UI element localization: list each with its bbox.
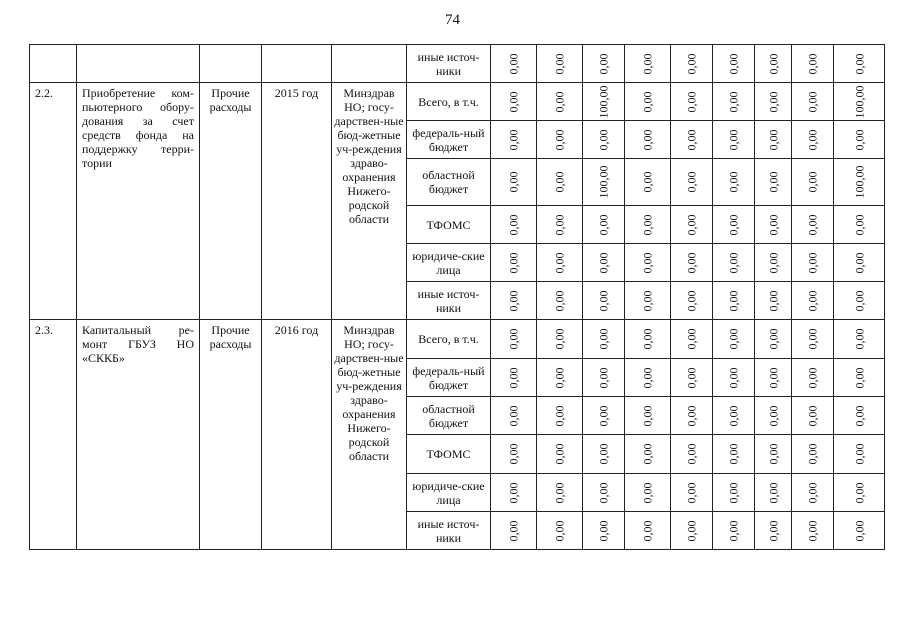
table-row [30, 83, 885, 121]
amount-cell [583, 320, 625, 359]
funding-source: иные источ-ники [407, 512, 491, 550]
amount-value: 0,00 [766, 443, 780, 465]
amount-value: 0,00 [805, 171, 820, 193]
item-number: 2.2. [30, 83, 77, 320]
amount-cell [792, 45, 834, 83]
amount-cell [537, 244, 583, 282]
amount-value: 0,00 [726, 214, 741, 235]
amount-value: 0,00 [766, 214, 780, 235]
amount-cell [792, 474, 834, 512]
amount-value: 0,00 [766, 129, 780, 150]
amount-value: 0,00 [506, 405, 521, 426]
expense-type: Прочие расходы [200, 83, 262, 320]
amount-value: 0,00 [506, 290, 521, 311]
funding-source: областной бюджет [407, 159, 491, 206]
item-number: 2.3. [30, 320, 77, 550]
amount-cell [792, 512, 834, 550]
amount-value: 0,00 [805, 443, 820, 465]
amount-value: 0,00 [766, 405, 780, 426]
amount-value: 0,00 [726, 405, 741, 426]
amount-value: 0,00 [596, 482, 611, 503]
amount-cell [792, 320, 834, 359]
amount-cell [834, 359, 885, 397]
amount-cell [491, 282, 537, 320]
amount-cell [834, 244, 885, 282]
amount-value: 0,00 [506, 520, 521, 541]
amount-value: 0,00 [506, 328, 521, 350]
amount-value: 0,00 [640, 129, 655, 150]
amount-cell [713, 282, 755, 320]
amount-value: 0,00 [684, 171, 699, 193]
amount-cell [755, 206, 792, 244]
amount-cell [755, 282, 792, 320]
funding-source: Всего, в т.ч. [407, 83, 491, 121]
amount-value: 0,00 [726, 252, 741, 273]
amount-cell [755, 83, 792, 121]
item-name: Капитальный ре-монт ГБУЗ НО «СККБ» [77, 320, 200, 550]
amount-cell [671, 359, 713, 397]
amount-cell [491, 320, 537, 359]
amount-cell [491, 474, 537, 512]
amount-cell [583, 282, 625, 320]
amount-value: 0,00 [640, 405, 655, 426]
funding-source: областной бюджет [407, 397, 491, 435]
amount-cell [537, 45, 583, 83]
amount-value: 0,00 [726, 53, 741, 74]
amount-cell [755, 159, 792, 206]
amount-cell [583, 121, 625, 159]
amount-value: 0,00 [506, 367, 521, 388]
amount-cell [713, 244, 755, 282]
amount-cell [713, 359, 755, 397]
amount-value: 0,00 [640, 171, 655, 193]
amount-value: 0,00 [506, 91, 521, 112]
empty-cell [200, 45, 262, 83]
funding-source: ТФОМС [407, 206, 491, 244]
amount-cell [834, 512, 885, 550]
amount-cell [671, 244, 713, 282]
amount-cell [713, 159, 755, 206]
amount-cell [834, 45, 885, 83]
amount-value: 0,00 [506, 443, 521, 465]
amount-cell [491, 244, 537, 282]
amount-cell [583, 206, 625, 244]
amount-cell [671, 121, 713, 159]
amount-cell [491, 45, 537, 83]
amount-cell [537, 159, 583, 206]
amount-value: 0,00 [726, 367, 741, 388]
amount-value: 0,00 [684, 328, 699, 350]
amount-cell [583, 512, 625, 550]
amount-value: 0,00 [552, 252, 567, 273]
item-executor: Минздрав НО; госу-дарствен-ные бюд-жетные уч-реждения здраво-охранения Нижего-родской области [332, 320, 407, 550]
amount-value: 0,00 [852, 252, 866, 273]
amount-cell [755, 121, 792, 159]
amount-value: 0,00 [852, 129, 866, 150]
amount-value: 0,00 [684, 252, 699, 273]
amount-cell [792, 244, 834, 282]
amount-cell [713, 206, 755, 244]
amount-value: 0,00 [552, 91, 567, 112]
amount-value: 0,00 [552, 214, 567, 235]
amount-cell [671, 206, 713, 244]
amount-value: 100,00 [852, 85, 866, 118]
empty-cell [262, 45, 332, 83]
amount-cell [537, 359, 583, 397]
amount-value: 0,00 [596, 129, 611, 150]
amount-cell [755, 320, 792, 359]
amount-value: 0,00 [805, 252, 820, 273]
amount-value: 0,00 [726, 171, 741, 193]
amount-value: 0,00 [596, 328, 611, 350]
amount-cell [625, 159, 671, 206]
amount-cell [491, 83, 537, 121]
amount-value: 0,00 [640, 290, 655, 311]
amount-value: 0,00 [726, 443, 741, 465]
amount-value: 0,00 [506, 129, 521, 150]
amount-cell [713, 121, 755, 159]
table-body [30, 45, 885, 550]
amount-cell [755, 512, 792, 550]
amount-cell [583, 397, 625, 435]
amount-value: 0,00 [805, 328, 820, 350]
amount-cell [625, 206, 671, 244]
amount-cell [834, 159, 885, 206]
amount-cell [625, 320, 671, 359]
amount-value: 0,00 [596, 214, 611, 235]
amount-value: 0,00 [805, 214, 820, 235]
amount-cell [755, 45, 792, 83]
amount-cell [713, 397, 755, 435]
amount-cell [583, 435, 625, 474]
amount-cell [671, 320, 713, 359]
amount-cell [671, 45, 713, 83]
budget-table [29, 44, 885, 550]
amount-value: 0,00 [506, 214, 521, 235]
amount-cell [491, 159, 537, 206]
funding-source: федераль-ный бюджет [407, 359, 491, 397]
amount-value: 0,00 [596, 53, 611, 74]
amount-value: 100,00 [852, 165, 866, 199]
amount-cell [671, 512, 713, 550]
amount-value: 0,00 [805, 290, 820, 311]
amount-value: 0,00 [640, 520, 655, 541]
amount-cell [671, 83, 713, 121]
empty-cell [77, 45, 200, 83]
amount-cell [792, 121, 834, 159]
amount-cell [491, 397, 537, 435]
amount-value: 0,00 [852, 328, 866, 350]
amount-cell [834, 320, 885, 359]
amount-value: 0,00 [805, 129, 820, 150]
amount-value: 0,00 [805, 91, 820, 112]
funding-source: юридиче-ские лица [407, 244, 491, 282]
amount-value: 0,00 [552, 443, 567, 465]
amount-value: 0,00 [766, 91, 780, 112]
amount-cell [755, 397, 792, 435]
amount-cell [834, 282, 885, 320]
amount-value: 0,00 [852, 214, 866, 235]
amount-value: 0,00 [766, 328, 780, 350]
amount-value: 0,00 [640, 443, 655, 465]
amount-value: 0,00 [640, 252, 655, 273]
amount-cell [792, 206, 834, 244]
amount-cell [537, 435, 583, 474]
amount-cell [755, 359, 792, 397]
amount-value: 0,00 [684, 405, 699, 426]
amount-cell [583, 244, 625, 282]
amount-value: 0,00 [852, 405, 866, 426]
amount-value: 0,00 [852, 482, 866, 503]
funding-source: ТФОМС [407, 435, 491, 474]
amount-cell [834, 435, 885, 474]
amount-cell [537, 397, 583, 435]
amount-cell [583, 359, 625, 397]
amount-value: 0,00 [640, 482, 655, 503]
amount-value: 0,00 [596, 252, 611, 273]
amount-cell [792, 159, 834, 206]
amount-value: 0,00 [805, 367, 820, 388]
amount-cell [491, 512, 537, 550]
amount-value: 0,00 [766, 367, 780, 388]
amount-cell [792, 83, 834, 121]
amount-value: 0,00 [552, 290, 567, 311]
amount-value: 0,00 [684, 214, 699, 235]
amount-value: 0,00 [852, 520, 866, 541]
amount-value: 0,00 [684, 129, 699, 150]
item-executor: Минздрав НО; госу-дарствен-ные бюд-жетные уч-реждения здраво-охранения Нижего-родской области [332, 83, 407, 320]
amount-value: 0,00 [766, 290, 780, 311]
amount-value: 0,00 [506, 171, 521, 193]
amount-value: 0,00 [766, 252, 780, 273]
amount-value: 0,00 [684, 520, 699, 541]
amount-value: 0,00 [852, 290, 866, 311]
amount-value: 0,00 [640, 91, 655, 112]
funding-source: юридиче-ские лица [407, 474, 491, 512]
amount-cell [671, 397, 713, 435]
amount-cell [491, 359, 537, 397]
amount-cell [583, 83, 625, 121]
amount-value: 0,00 [506, 252, 521, 273]
amount-value: 0,00 [852, 443, 866, 465]
amount-value: 0,00 [552, 129, 567, 150]
amount-value: 0,00 [805, 520, 820, 541]
amount-value: 0,00 [684, 290, 699, 311]
amount-value: 0,00 [596, 290, 611, 311]
amount-value: 0,00 [552, 367, 567, 388]
amount-cell [625, 435, 671, 474]
amount-cell [583, 159, 625, 206]
amount-value: 0,00 [766, 520, 780, 541]
amount-cell [671, 474, 713, 512]
amount-cell [537, 206, 583, 244]
amount-cell [625, 474, 671, 512]
amount-value: 0,00 [506, 53, 521, 74]
amount-cell [491, 206, 537, 244]
amount-value: 0,00 [766, 171, 780, 193]
amount-cell [792, 435, 834, 474]
amount-cell [713, 512, 755, 550]
amount-cell [713, 45, 755, 83]
amount-value: 0,00 [684, 367, 699, 388]
amount-cell [713, 320, 755, 359]
amount-value: 0,00 [684, 53, 699, 74]
amount-cell [491, 121, 537, 159]
amount-value: 0,00 [852, 367, 866, 388]
amount-value: 0,00 [726, 290, 741, 311]
amount-value: 0,00 [726, 520, 741, 541]
amount-cell [625, 359, 671, 397]
amount-cell [834, 83, 885, 121]
amount-cell [671, 159, 713, 206]
amount-value: 0,00 [766, 482, 780, 503]
amount-value: 0,00 [684, 443, 699, 465]
amount-cell [625, 397, 671, 435]
amount-cell [625, 45, 671, 83]
amount-cell [834, 474, 885, 512]
amount-cell [537, 474, 583, 512]
item-name: Приобретение ком-пьютерного обору-дования за счет средств фонда на поддержку терри-тории [77, 83, 200, 320]
amount-value: 0,00 [726, 482, 741, 503]
amount-cell [834, 397, 885, 435]
amount-value: 0,00 [596, 405, 611, 426]
amount-value: 0,00 [596, 367, 611, 388]
amount-value: 0,00 [684, 482, 699, 503]
amount-cell [834, 121, 885, 159]
amount-value: 0,00 [766, 53, 780, 74]
amount-cell [792, 282, 834, 320]
table-row [30, 320, 885, 359]
amount-cell [713, 83, 755, 121]
amount-cell [671, 282, 713, 320]
amount-cell [834, 206, 885, 244]
amount-value: 0,00 [805, 405, 820, 426]
amount-value: 0,00 [552, 171, 567, 193]
amount-value: 0,00 [552, 482, 567, 503]
amount-value: 0,00 [852, 53, 866, 74]
amount-value: 0,00 [726, 328, 741, 350]
funding-source: Всего, в т.ч. [407, 320, 491, 359]
amount-cell [625, 244, 671, 282]
amount-cell [491, 435, 537, 474]
amount-value: 0,00 [805, 53, 820, 74]
amount-value: 0,00 [640, 328, 655, 350]
amount-cell [583, 45, 625, 83]
expense-type: Прочие расходы [200, 320, 262, 550]
item-year: 2015 год [262, 83, 332, 320]
amount-value: 0,00 [726, 129, 741, 150]
amount-value: 0,00 [552, 520, 567, 541]
amount-value: 0,00 [640, 367, 655, 388]
amount-value: 100,00 [596, 165, 611, 199]
amount-value: 0,00 [684, 91, 699, 112]
amount-cell [537, 320, 583, 359]
amount-value: 0,00 [640, 53, 655, 74]
amount-value: 0,00 [726, 91, 741, 112]
amount-cell [792, 359, 834, 397]
empty-cell [30, 45, 77, 83]
amount-value: 0,00 [640, 214, 655, 235]
amount-value: 0,00 [552, 328, 567, 350]
amount-cell [755, 435, 792, 474]
funding-source: иные источ-ники [407, 282, 491, 320]
amount-cell [537, 83, 583, 121]
amount-cell [537, 512, 583, 550]
amount-value: 0,00 [552, 405, 567, 426]
amount-cell [537, 282, 583, 320]
amount-cell [755, 244, 792, 282]
amount-cell [713, 474, 755, 512]
amount-cell [625, 83, 671, 121]
amount-cell [713, 435, 755, 474]
amount-cell [755, 474, 792, 512]
item-year: 2016 год [262, 320, 332, 550]
amount-cell [537, 121, 583, 159]
amount-value: 0,00 [506, 482, 521, 503]
amount-value: 0,00 [805, 482, 820, 503]
amount-value: 100,00 [596, 85, 611, 118]
amount-cell [583, 474, 625, 512]
amount-cell [792, 397, 834, 435]
amount-cell [625, 121, 671, 159]
amount-cell [625, 282, 671, 320]
table-row [30, 45, 885, 83]
funding-source: иные источ-ники [407, 45, 491, 83]
funding-source: федераль-ный бюджет [407, 121, 491, 159]
empty-cell [332, 45, 407, 83]
amount-value: 0,00 [596, 520, 611, 541]
amount-cell [671, 435, 713, 474]
amount-cell [625, 512, 671, 550]
amount-value: 0,00 [552, 53, 567, 74]
page-number: 74 [445, 12, 460, 28]
amount-value: 0,00 [596, 443, 611, 465]
